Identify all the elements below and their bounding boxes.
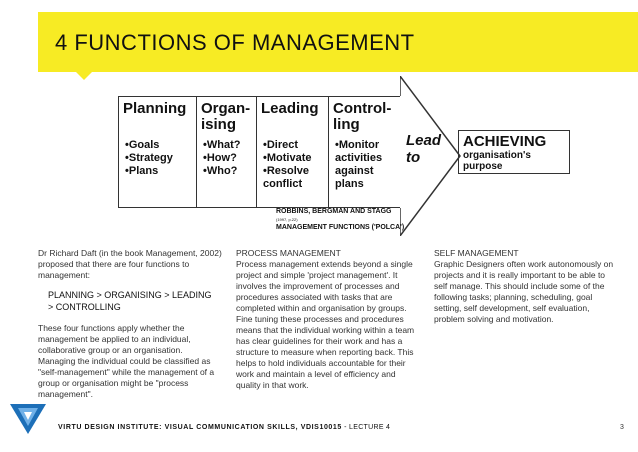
virtu-logo-icon [10, 402, 46, 436]
column-self-management [434, 248, 616, 325]
process-body: Process management extends beyond a single project and simple 'project management'. It involves the improvement of processes and procedures associated with tasks that are completed within and organisation by groups. Fine tuning these processes and procedures means that the individual working within a team has clear guidelines for their work and has a structure to measure when reporting back. This helps to hold individuals accountable for their work and maintain a level of efficiency and quality in that work. [236, 259, 415, 390]
stage-item: •Who? [203, 165, 238, 177]
page-number: 3 [620, 424, 624, 431]
footer [0, 392, 638, 432]
self-title: SELF MANAGEMENT [434, 248, 519, 258]
stage-planning [118, 96, 196, 208]
stage-heading: Control- ling [333, 100, 392, 133]
stage-item: •Strategy [125, 152, 173, 164]
stage-item: •Resolve conflict [263, 165, 310, 190]
credit-authors: ROBBINS, BERGMAN AND STAGG [276, 208, 392, 215]
banner-pointer [76, 72, 92, 80]
achieving-title: ACHIEVING [463, 133, 547, 150]
credit-caption: MANAGEMENT FUNCTIONS ('POLCA') [276, 224, 405, 231]
credit-year: (1997, p.22) [276, 217, 298, 222]
stage-item: •How? [203, 152, 237, 164]
footer-institute: VIRTU DESIGN INSTITUTE: VISUAL COMMUNICATION SKILLS, VDIS10015 [58, 424, 342, 431]
page-title: 4 FUNCTIONS OF MANAGEMENT [55, 30, 415, 55]
column-daft [38, 248, 222, 400]
functions-sequence: PLANNING > ORGANISING > LEADING > CONTROLLING [48, 290, 212, 312]
stage-item: •Plans [125, 165, 159, 177]
column-process-management [236, 248, 422, 391]
stage-item: •Monitor activities against plans [335, 139, 383, 190]
footer-course [58, 424, 390, 431]
stage-heading: Leading [261, 100, 319, 117]
stage-item: •Direct [263, 139, 299, 151]
stage-heading: Organ- ising [201, 100, 251, 133]
management-functions-diagram [118, 96, 578, 238]
self-body: Graphic Designers often work autonomously on projects and it is really important to be able to self manage. This should include some of the following tasks; planning, scheduling, goal setting, self development, self evaluation, problem solving and motivation. [434, 259, 614, 324]
stage-heading: Planning [123, 100, 187, 117]
stage-item: •Goals [125, 139, 160, 151]
footer-lecture: - LECTURE 4 [341, 424, 391, 431]
diagram-credit [276, 208, 404, 232]
stage-item: •What? [203, 139, 241, 151]
stage-organising [196, 96, 256, 208]
lead-to-label: Lead to [406, 132, 442, 166]
stage-leading [256, 96, 328, 208]
stage-controlling [328, 96, 400, 208]
achieving-box [458, 130, 570, 174]
daft-intro: Dr Richard Daft (in the book Management, 2002) proposed that there are four functions to management: [38, 248, 222, 280]
process-title: PROCESS MANAGEMENT [236, 248, 341, 258]
achieving-subtitle: organisation's purpose [463, 150, 531, 172]
stage-item: •Motivate [263, 152, 312, 164]
daft-body: These four functions apply whether the management be applied to an individual, collaborative group or an organisation. Managing the individual could be classified as "self-management" while the management of a group or organisation might be "process management". [38, 323, 215, 399]
